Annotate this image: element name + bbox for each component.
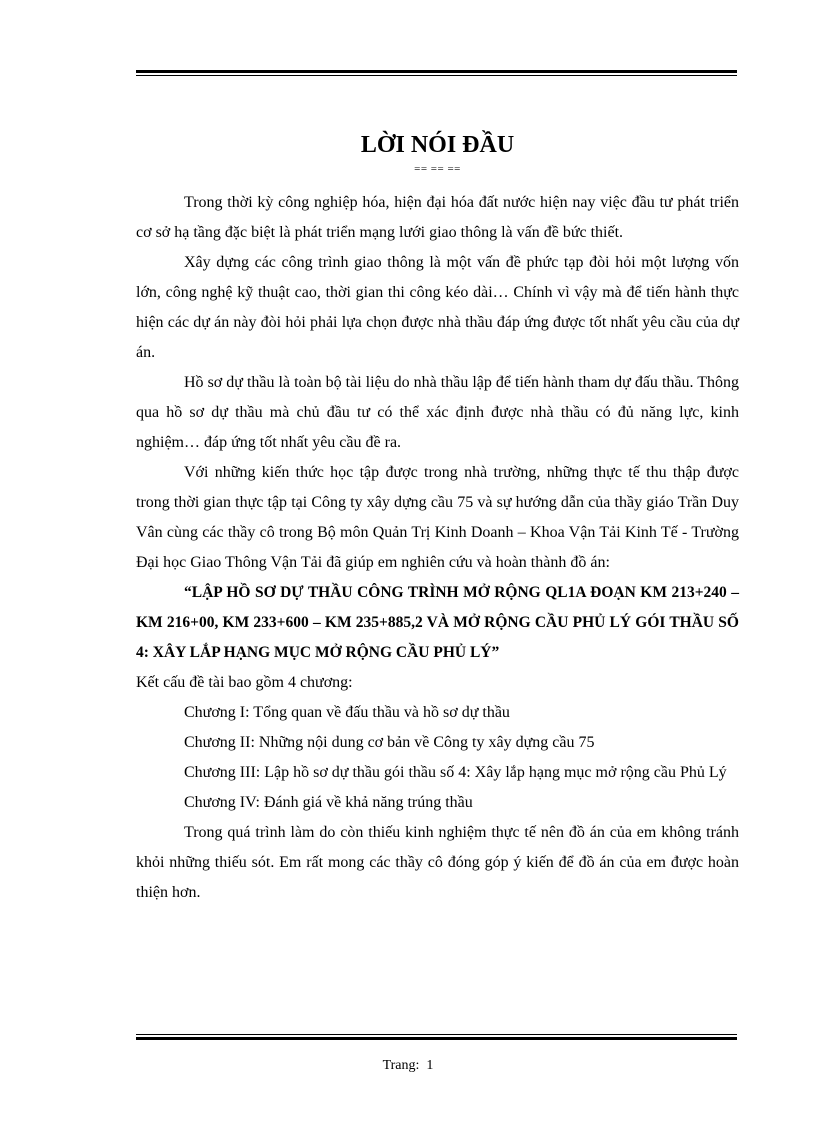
page-footer [0, 1056, 816, 1076]
paragraph: Hồ sơ dự thầu là toàn bộ tài liệu do nhà thầu lập để tiến hành tham dự đấu thầu. Thông qua hồ sơ dự thầu mà chủ đầu tư có thể xác định được nhà thầu có đủ năng lực, kinh nghiệm… đáp ứng tốt nhất yêu cầu đề ra. [136, 374, 739, 451]
thesis-title: “LẬP HỒ SƠ DỰ THẦU CÔNG TRÌNH MỞ RỘNG QL1A ĐOẠN KM 213+240 – KM 216+00, KM 233+600 – KM 235+885,2 VÀ MỞ RỘNG CẦU PHỦ LÝ GÓI THẦU SỐ 4: XÂY LẮP HẠNG MỤC MỞ RỘNG CẦU PHỦ LÝ” [136, 584, 739, 661]
structure-intro: Kết cấu đề tài bao gồm 4 chương: [136, 674, 353, 691]
title-decoration: == == == [414, 163, 461, 175]
closing-paragraph: Trong quá trình làm do còn thiếu kinh nghiệm thực tế nên đồ án của em không tránh khỏi những thiếu sót. Em rất mong các thầy cô đóng góp ý kiến để đồ án của em được hoàn thiện hơn. [136, 824, 739, 901]
paragraph: Trong thời kỳ công nghiệp hóa, hiện đại hóa đất nước hiện nay việc đầu tư phát triển cơ sở hạ tầng đặc biệt là phát triển mạng lưới giao thông là vấn đề bức thiết. [136, 194, 739, 241]
paragraph: Với những kiến thức học tập được trong nhà trường, những thực tế thu thập được trong thời gian thực tập tại Công ty xây dựng cầu 75 và sự hướng dẫn của thầy giáo Trần Duy Vân cùng các thầy cô trong Bộ môn Quản Trị Kinh Doanh – Khoa Vận Tải Kinh Tế - Trường Đại học Giao Thông Vận Tải đã giúp em nghiên cứu và hoàn thành đồ án: [136, 464, 739, 571]
document-body [136, 128, 739, 908]
chapter-item: Chương IV: Đánh giá về khả năng trúng thầu [184, 794, 473, 811]
footer-rule [136, 1034, 737, 1040]
header-rule [136, 70, 737, 76]
page-title: LỜI NÓI ĐẦU [360, 132, 515, 158]
page-label: Trang: [382, 1058, 420, 1073]
page-number: 1 [426, 1058, 434, 1073]
chapter-item: Chương I: Tổng quan về đấu thầu và hồ sơ dự thầu [184, 704, 510, 721]
chapter-item: Chương II: Những nội dung cơ bản về Công ty xây dựng cầu 75 [184, 734, 595, 751]
paragraph: Xây dựng các công trình giao thông là một vấn đề phức tạp đòi hỏi một lượng vốn lớn, công nghệ kỹ thuật cao, thời gian thi công kéo dài… Chính vì vậy mà để tiến hành thực hiện các dự án này đòi hỏi phải lựa chọn được nhà thầu đáp ứng được tốt nhất yêu cầu của dự án. [136, 254, 739, 361]
chapter-item: Chương III: Lập hồ sơ dự thầu gói thầu số 4: Xây lắp hạng mục mở rộng cầu Phủ Lý [184, 764, 727, 781]
